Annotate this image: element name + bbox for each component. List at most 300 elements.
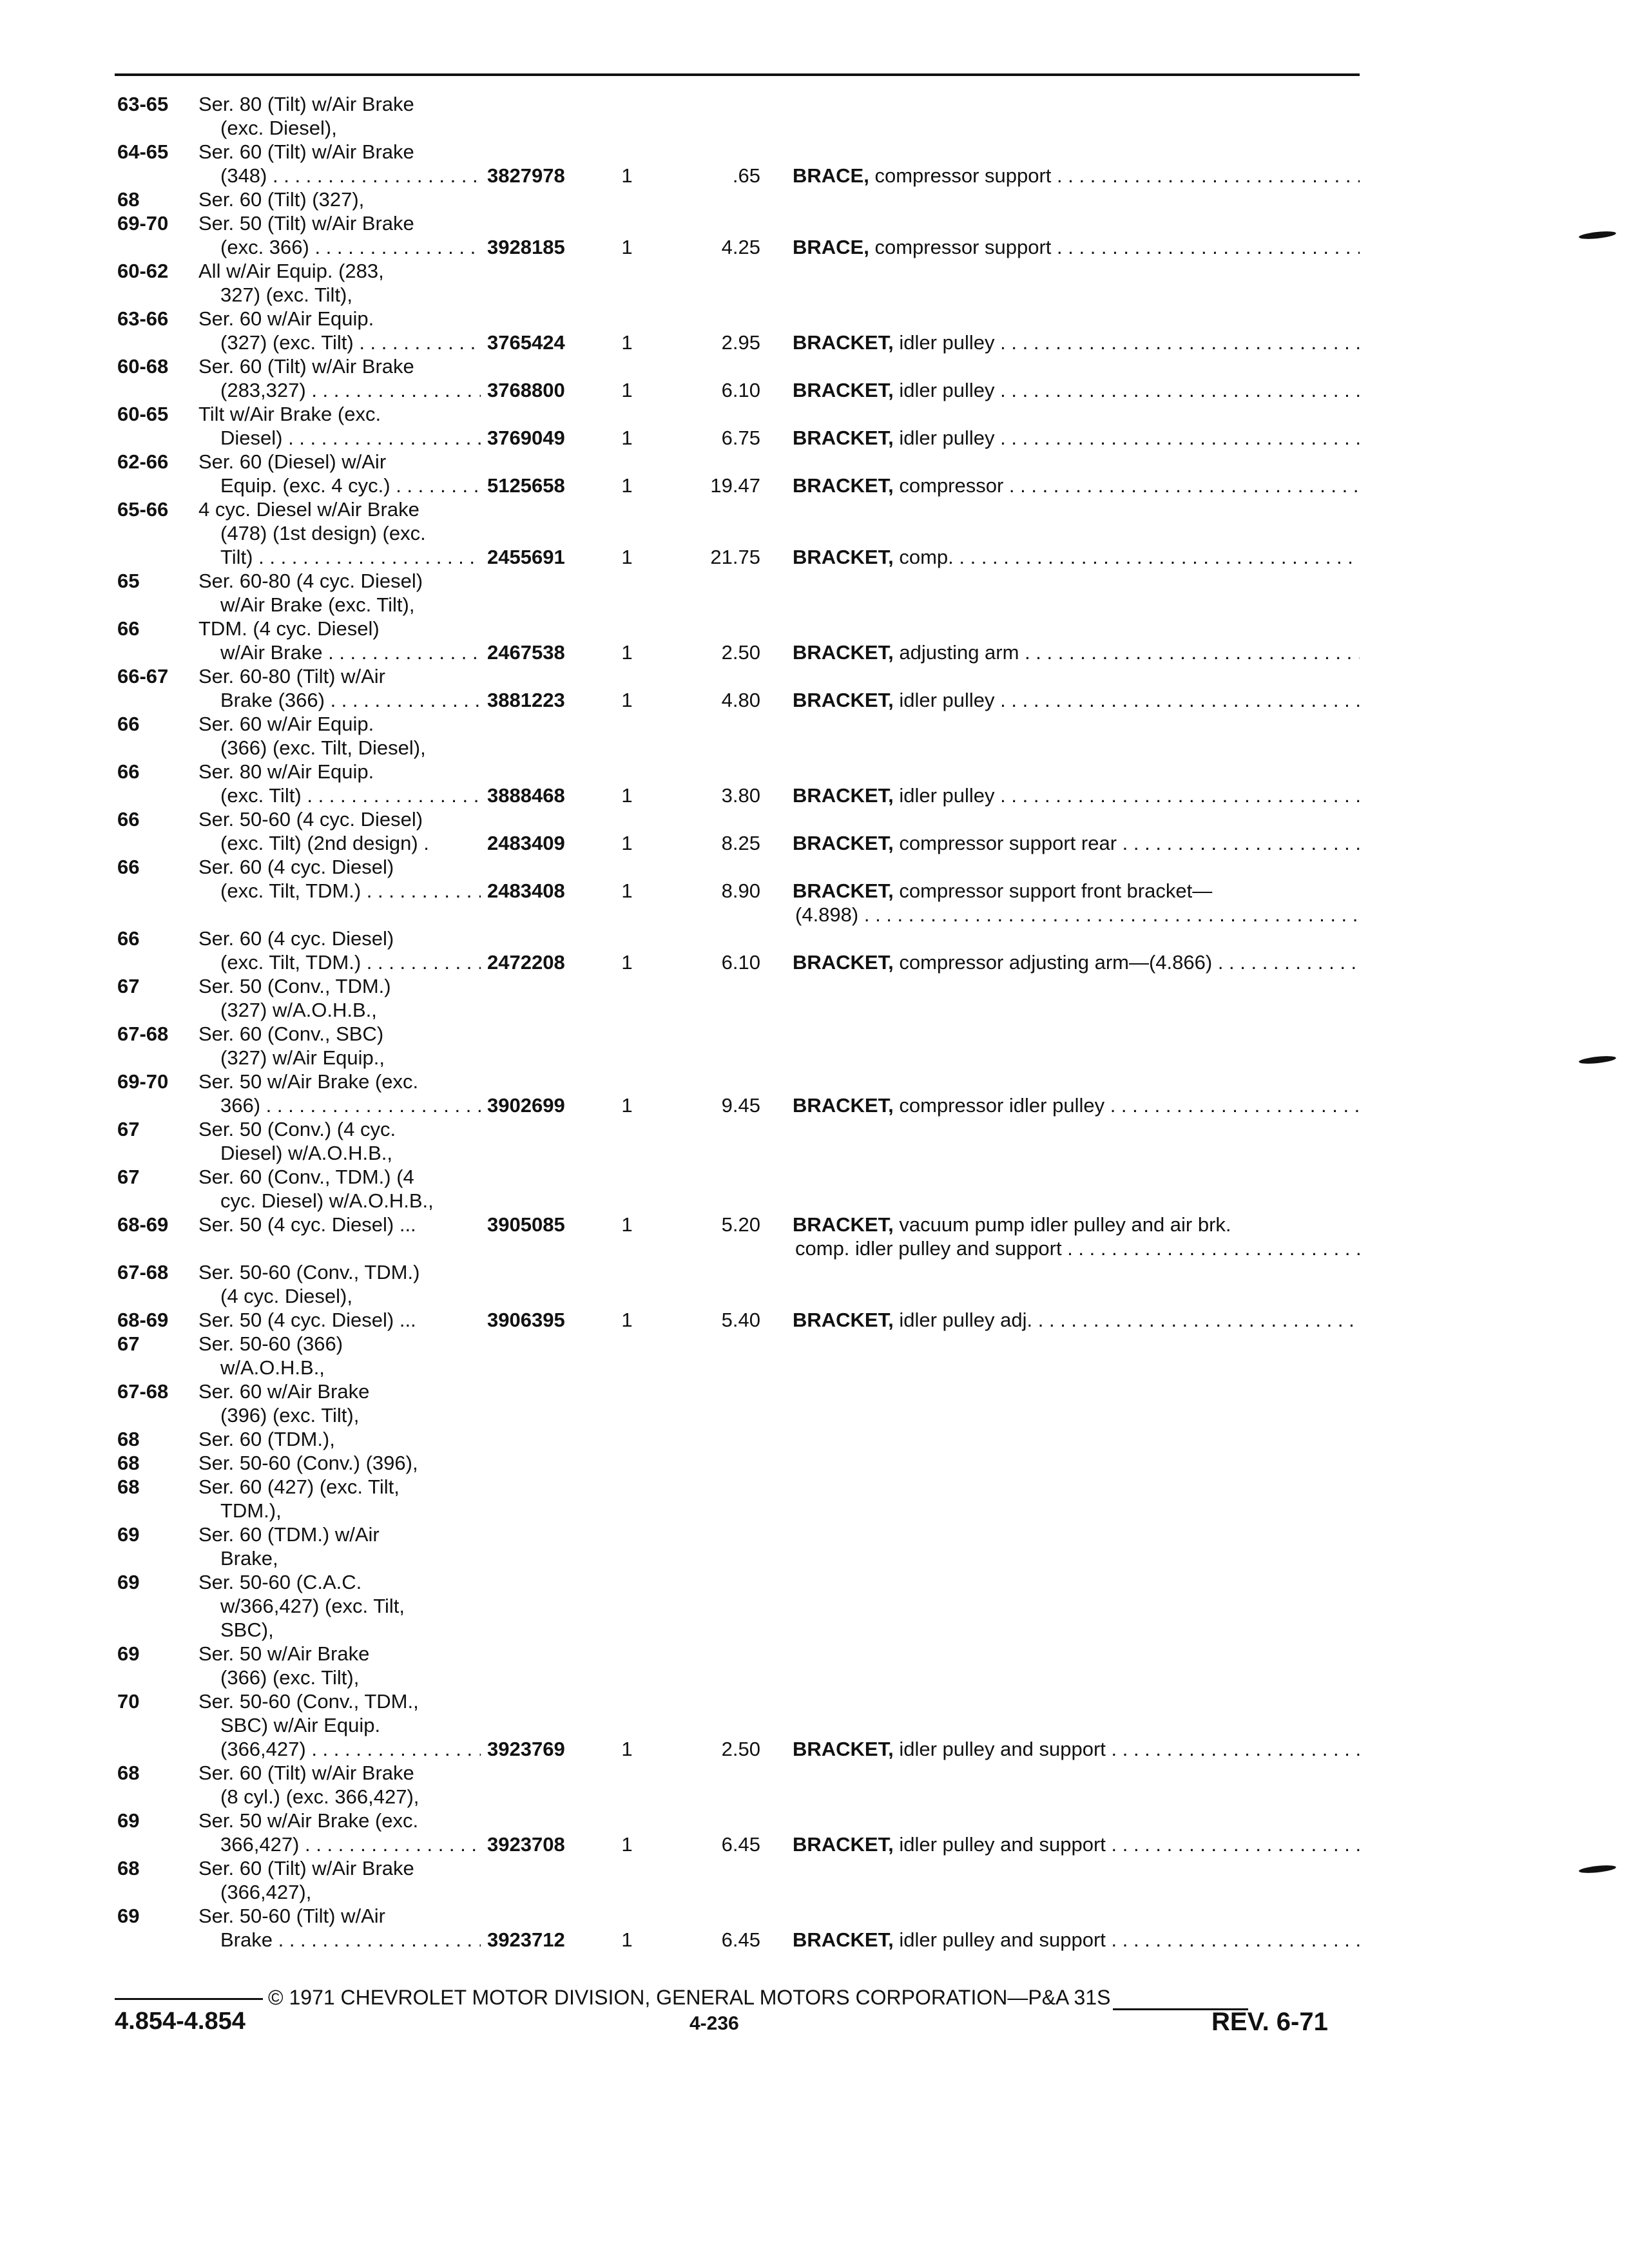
part-noun: BRACE, bbox=[793, 164, 869, 187]
table-row bbox=[0, 426, 1629, 450]
table-row bbox=[0, 1117, 1629, 1141]
table-row bbox=[0, 354, 1629, 378]
copyright-text: © 1971 CHEVROLET MOTOR DIVISION, GENERAL MOTORS CORPORATION—P&A 31S bbox=[268, 1986, 1111, 2009]
part-name bbox=[793, 831, 1360, 855]
part-name bbox=[793, 331, 1360, 354]
table-row bbox=[0, 402, 1629, 426]
part-name bbox=[793, 426, 1360, 450]
table-row bbox=[0, 497, 1629, 521]
model-years: 65 bbox=[117, 570, 140, 592]
application-description: Ser. 50 w/Air Brake (exc. bbox=[198, 1070, 419, 1093]
model-years: 67-68 bbox=[117, 1261, 169, 1283]
part-name bbox=[793, 1928, 1360, 1952]
part-number: 3765424 bbox=[487, 331, 565, 354]
application-description: Ser. 50-60 (C.A.C. bbox=[198, 1571, 362, 1593]
model-years: 68 bbox=[117, 1475, 140, 1498]
application-description: Equip. (exc. 4 cyc.) . . . bbox=[220, 474, 481, 497]
application-description: SBC) w/Air Equip. bbox=[220, 1714, 381, 1736]
model-years: 68 bbox=[117, 1428, 140, 1450]
table-row bbox=[0, 617, 1629, 640]
application-description: Ser. 60-80 (4 cyc. Diesel) bbox=[198, 570, 423, 592]
model-years: 70 bbox=[117, 1690, 140, 1713]
table-row bbox=[0, 1761, 1629, 1785]
table-row bbox=[0, 1093, 1629, 1117]
part-modifier: idler pulley and support bbox=[893, 1833, 1106, 1856]
part-number: 3923769 bbox=[487, 1738, 565, 1760]
table-row bbox=[0, 1308, 1629, 1332]
table-row bbox=[0, 1904, 1629, 1928]
part-name bbox=[793, 474, 1360, 497]
part-noun: BRACKET, bbox=[793, 641, 894, 664]
quantity: 1 bbox=[621, 164, 633, 187]
table-row bbox=[0, 474, 1629, 497]
table-row bbox=[0, 593, 1629, 617]
part-name bbox=[793, 1737, 1360, 1761]
part-number: 3905085 bbox=[487, 1213, 565, 1236]
list-price: 6.10 bbox=[721, 951, 760, 974]
table-row bbox=[0, 450, 1629, 474]
part-number: 2472208 bbox=[487, 951, 565, 974]
application-description: TDM. (4 cyc. Diesel) bbox=[198, 617, 380, 640]
part-number: 3906395 bbox=[487, 1309, 565, 1331]
table-row bbox=[0, 855, 1629, 879]
table-row bbox=[0, 116, 1629, 140]
quantity: 1 bbox=[621, 474, 633, 497]
application-description: Ser. 60 w/Air Equip. bbox=[198, 713, 374, 735]
part-noun: BRACKET, bbox=[793, 1213, 894, 1236]
application-description: Ser. 50 (Tilt) w/Air Brake bbox=[198, 212, 414, 235]
model-years: 64-65 bbox=[117, 140, 169, 163]
application-description: Ser. 60 w/Air Equip. bbox=[198, 307, 374, 330]
table-row bbox=[0, 1809, 1629, 1832]
application-description: (283,327) . . . bbox=[220, 378, 481, 402]
part-number: 3769049 bbox=[487, 427, 565, 449]
application-description: Ser. 50 (Conv., TDM.) bbox=[198, 975, 391, 997]
model-years: 66 bbox=[117, 760, 140, 783]
model-years: 65-66 bbox=[117, 498, 169, 521]
application-description: Ser. 50 (Conv.) (4 cyc. bbox=[198, 1118, 396, 1140]
application-description: cyc. Diesel) w/A.O.H.B., bbox=[220, 1189, 434, 1212]
model-years: 60-68 bbox=[117, 355, 169, 378]
table-row bbox=[0, 1356, 1629, 1379]
part-modifier: idler pulley bbox=[893, 379, 995, 401]
application-description: (366,427), bbox=[220, 1881, 312, 1903]
quantity: 1 bbox=[621, 641, 633, 664]
quantity: 1 bbox=[621, 1928, 633, 1951]
part-modifier: compressor support front bracket— bbox=[893, 879, 1213, 902]
part-number: 2483409 bbox=[487, 832, 565, 854]
quantity: 1 bbox=[621, 236, 633, 258]
table-row bbox=[0, 1141, 1629, 1165]
table-row bbox=[0, 927, 1629, 950]
table-row bbox=[0, 140, 1629, 164]
application-description: Brake . . . bbox=[220, 1928, 481, 1952]
table-row bbox=[0, 1546, 1629, 1570]
table-row bbox=[0, 1594, 1629, 1618]
application-description: 327) (exc. Tilt), bbox=[220, 284, 352, 306]
application-description: Ser. 50-60 (4 cyc. Diesel) bbox=[198, 808, 423, 831]
application-description: Ser. 60 (Tilt) (327), bbox=[198, 188, 365, 211]
application-description: Ser. 50-60 (Conv.) (396), bbox=[198, 1452, 418, 1474]
application-description: Ser. 60 (4 cyc. Diesel) bbox=[198, 856, 394, 878]
part-noun: BRACKET, bbox=[793, 1928, 894, 1951]
application-description: (327) w/A.O.H.B., bbox=[220, 999, 377, 1021]
application-description: Ser. 60 (427) (exc. Tilt, bbox=[198, 1475, 400, 1498]
model-years: 69-70 bbox=[117, 1070, 169, 1093]
table-row bbox=[0, 1022, 1629, 1046]
list-price: 8.90 bbox=[721, 879, 760, 902]
model-years: 69 bbox=[117, 1571, 140, 1593]
list-price: 21.75 bbox=[710, 546, 760, 568]
part-noun: BRACKET, bbox=[793, 1738, 894, 1760]
application-description: w/A.O.H.B., bbox=[220, 1356, 325, 1379]
part-modifier: comp. bbox=[893, 546, 954, 568]
table-row bbox=[0, 164, 1629, 187]
application-description: (348) . . . bbox=[220, 164, 481, 187]
table-row bbox=[0, 783, 1629, 807]
table-row bbox=[0, 736, 1629, 760]
part-name-continuation: comp. idler pulley and support . . . bbox=[795, 1236, 1362, 1260]
table-row bbox=[0, 235, 1629, 259]
application-description: (366) (exc. Tilt), bbox=[220, 1666, 360, 1689]
table-row bbox=[0, 1284, 1629, 1308]
part-name bbox=[793, 688, 1360, 712]
part-modifier: idler pulley bbox=[893, 689, 995, 711]
application-description: (366) (exc. Tilt, Diesel), bbox=[220, 736, 426, 759]
part-noun: BRACKET, bbox=[793, 832, 894, 854]
table-row bbox=[0, 521, 1629, 545]
application-description: SBC), bbox=[220, 1619, 274, 1641]
quantity: 1 bbox=[621, 546, 633, 568]
table-row bbox=[0, 331, 1629, 354]
model-years: 67 bbox=[117, 1118, 140, 1140]
model-years: 66 bbox=[117, 808, 140, 831]
table-row bbox=[0, 950, 1629, 974]
model-years: 60-62 bbox=[117, 260, 169, 282]
table-row bbox=[0, 1070, 1629, 1093]
part-noun: BRACKET, bbox=[793, 379, 894, 401]
quantity: 1 bbox=[621, 1738, 633, 1760]
application-description: 366) . . . bbox=[220, 1093, 481, 1117]
model-years: 67-68 bbox=[117, 1023, 169, 1045]
list-price: 6.45 bbox=[721, 1833, 760, 1856]
quantity: 1 bbox=[621, 951, 633, 974]
part-name bbox=[793, 378, 1360, 402]
part-number: 2483408 bbox=[487, 879, 565, 902]
table-row bbox=[0, 1403, 1629, 1427]
quantity: 1 bbox=[621, 1833, 633, 1856]
table-row bbox=[0, 307, 1629, 331]
model-years: 60-65 bbox=[117, 403, 169, 425]
table-row bbox=[0, 1928, 1629, 1952]
model-years: 66 bbox=[117, 927, 140, 950]
table-row bbox=[0, 1475, 1629, 1499]
application-description: (exc. Tilt, TDM.) . . . bbox=[220, 950, 481, 974]
application-description: (exc. Tilt) (2nd design) . bbox=[220, 832, 429, 854]
model-years: 66 bbox=[117, 713, 140, 735]
list-price: 19.47 bbox=[710, 474, 760, 497]
quantity: 1 bbox=[621, 1309, 633, 1331]
application-description: Ser. 50-60 (Tilt) w/Air bbox=[198, 1905, 385, 1927]
table-row bbox=[0, 211, 1629, 235]
model-years: 67 bbox=[117, 1332, 140, 1355]
table-row bbox=[0, 283, 1629, 307]
table-row bbox=[0, 1236, 1629, 1260]
application-description: (exc. 366) . . . bbox=[220, 235, 481, 259]
list-price: 2.95 bbox=[721, 331, 760, 354]
table-row bbox=[0, 1451, 1629, 1475]
part-noun: BRACKET, bbox=[793, 689, 894, 711]
list-price: 3.80 bbox=[721, 784, 760, 807]
table-row bbox=[0, 187, 1629, 211]
model-years: 68-69 bbox=[117, 1309, 169, 1331]
part-name bbox=[793, 545, 1360, 569]
list-price: 4.80 bbox=[721, 689, 760, 711]
part-noun: BRACKET, bbox=[793, 879, 894, 902]
application-description: All w/Air Equip. (283, bbox=[198, 260, 384, 282]
page-number: 4-236 bbox=[689, 2013, 739, 2034]
model-years: 68 bbox=[117, 188, 140, 211]
application-description: Ser. 50-60 (Conv., TDM.) bbox=[198, 1261, 420, 1283]
part-noun: BRACKET, bbox=[793, 784, 894, 807]
application-description: Ser. 60 (Diesel) w/Air bbox=[198, 450, 387, 473]
application-description: (366,427) . . . bbox=[220, 1737, 481, 1761]
copyright-line bbox=[115, 1984, 1360, 2010]
application-description: Ser. 60 (Tilt) w/Air Brake bbox=[198, 355, 414, 378]
table-row bbox=[0, 640, 1629, 664]
application-description: (exc. Diesel), bbox=[220, 117, 337, 139]
part-modifier: compressor bbox=[893, 474, 1004, 497]
application-description: Tilt) . . . bbox=[220, 545, 481, 569]
part-modifier: compressor support bbox=[869, 236, 1052, 258]
application-description: Ser. 50-60 (Conv., TDM., bbox=[198, 1690, 419, 1713]
application-description: w/Air Brake (exc. Tilt), bbox=[220, 593, 415, 616]
table-row bbox=[0, 1880, 1629, 1904]
part-name bbox=[793, 1213, 1360, 1236]
footer-rule-left bbox=[115, 1998, 263, 2000]
list-price: 8.25 bbox=[721, 832, 760, 854]
part-name bbox=[793, 1093, 1360, 1117]
model-years: 63-65 bbox=[117, 93, 169, 115]
part-name bbox=[793, 1308, 1360, 1332]
application-description: Ser. 50-60 (366) bbox=[198, 1332, 343, 1355]
table-row bbox=[0, 1785, 1629, 1809]
table-row bbox=[0, 1618, 1629, 1642]
quantity: 1 bbox=[621, 427, 633, 449]
top-rule bbox=[115, 73, 1360, 76]
table-row bbox=[0, 1213, 1629, 1236]
table-row bbox=[0, 974, 1629, 998]
quantity: 1 bbox=[621, 879, 633, 902]
application-description: Ser. 80 (Tilt) w/Air Brake bbox=[198, 93, 414, 115]
table-row bbox=[0, 1832, 1629, 1856]
part-number: 3923708 bbox=[487, 1833, 565, 1856]
table-row bbox=[0, 1379, 1629, 1403]
table-row bbox=[0, 1570, 1629, 1594]
model-years: 66 bbox=[117, 856, 140, 878]
part-name bbox=[793, 1832, 1360, 1856]
application-description: w/366,427) (exc. Tilt, bbox=[220, 1595, 405, 1617]
application-description: Ser. 60 (Conv., TDM.) (4 bbox=[198, 1166, 414, 1188]
part-modifier: idler pulley adj. bbox=[893, 1309, 1033, 1331]
table-row bbox=[0, 712, 1629, 736]
quantity: 1 bbox=[621, 689, 633, 711]
table-row bbox=[0, 879, 1629, 903]
application-description: 366,427) . . . bbox=[220, 1832, 481, 1856]
application-description: w/Air Brake . . . bbox=[220, 640, 481, 664]
list-price: 4.25 bbox=[721, 236, 760, 258]
application-description: Diesel) . . . bbox=[220, 426, 481, 450]
application-description: Diesel) w/A.O.H.B., bbox=[220, 1142, 392, 1164]
model-years: 63-66 bbox=[117, 307, 169, 330]
part-name bbox=[793, 950, 1360, 974]
application-description: (exc. Tilt, TDM.) . . . bbox=[220, 879, 481, 903]
quantity: 1 bbox=[621, 1213, 633, 1236]
application-description: Ser. 50 (4 cyc. Diesel) ... bbox=[198, 1309, 416, 1331]
model-years: 67 bbox=[117, 1166, 140, 1188]
table-row bbox=[0, 1046, 1629, 1070]
table-row bbox=[0, 1165, 1629, 1189]
application-description: (exc. Tilt) . . . bbox=[220, 783, 481, 807]
quantity: 1 bbox=[621, 784, 633, 807]
part-noun: BRACKET, bbox=[793, 427, 894, 449]
model-years: 68-69 bbox=[117, 1213, 169, 1236]
part-name bbox=[793, 879, 1360, 903]
part-number: 3827978 bbox=[487, 164, 565, 187]
part-modifier: vacuum pump idler pulley and air brk. bbox=[893, 1213, 1231, 1236]
part-modifier: idler pulley bbox=[893, 331, 995, 354]
quantity: 1 bbox=[621, 379, 633, 401]
table-row bbox=[0, 903, 1629, 927]
model-years: 62-66 bbox=[117, 450, 169, 473]
table-row bbox=[0, 1499, 1629, 1523]
group-number: 4.854-4.854 bbox=[115, 2008, 246, 2035]
part-modifier: compressor adjusting arm—(4.866) bbox=[893, 951, 1213, 974]
table-row bbox=[0, 1642, 1629, 1666]
table-row bbox=[0, 545, 1629, 569]
application-description: Ser. 50 w/Air Brake bbox=[198, 1642, 370, 1665]
model-years: 69-70 bbox=[117, 212, 169, 235]
model-years: 68 bbox=[117, 1452, 140, 1474]
model-years: 69 bbox=[117, 1809, 140, 1832]
application-description: (478) (1st design) (exc. bbox=[220, 522, 426, 544]
part-noun: BRACKET, bbox=[793, 331, 894, 354]
part-modifier: adjusting arm bbox=[893, 641, 1019, 664]
application-description: Ser. 60 w/Air Brake bbox=[198, 1380, 370, 1403]
application-description: Brake, bbox=[220, 1547, 278, 1570]
model-years: 69 bbox=[117, 1642, 140, 1665]
list-price: .65 bbox=[732, 164, 760, 187]
model-years: 66-67 bbox=[117, 665, 169, 687]
part-noun: BRACKET, bbox=[793, 474, 894, 497]
part-modifier: compressor idler pulley bbox=[893, 1094, 1105, 1117]
list-price: 2.50 bbox=[721, 641, 760, 664]
part-name bbox=[793, 640, 1360, 664]
table-row bbox=[0, 569, 1629, 593]
part-noun: BRACKET, bbox=[793, 951, 894, 974]
part-noun: BRACKET, bbox=[793, 546, 894, 568]
table-row bbox=[0, 1713, 1629, 1737]
application-description: Ser. 60 (Tilt) w/Air Brake bbox=[198, 1857, 414, 1879]
application-description: (4 cyc. Diesel), bbox=[220, 1285, 352, 1307]
model-years: 69 bbox=[117, 1905, 140, 1927]
application-description: Tilt w/Air Brake (exc. bbox=[198, 403, 381, 425]
list-price: 6.75 bbox=[721, 427, 760, 449]
model-years: 67-68 bbox=[117, 1380, 169, 1403]
application-description: Ser. 60 (Tilt) w/Air Brake bbox=[198, 1762, 414, 1784]
quantity: 1 bbox=[621, 1094, 633, 1117]
part-modifier: idler pulley bbox=[893, 427, 995, 449]
table-row bbox=[0, 1666, 1629, 1689]
part-number: 2467538 bbox=[487, 641, 565, 664]
part-modifier: idler pulley and support bbox=[893, 1928, 1106, 1951]
application-description: (327) w/Air Equip., bbox=[220, 1046, 385, 1069]
list-price: 5.40 bbox=[721, 1309, 760, 1331]
application-description: TDM.), bbox=[220, 1499, 282, 1522]
table-row bbox=[0, 807, 1629, 831]
model-years: 67 bbox=[117, 975, 140, 997]
part-number: 5125658 bbox=[487, 474, 565, 497]
part-noun: BRACKET, bbox=[793, 1833, 894, 1856]
part-modifier: idler pulley bbox=[893, 784, 995, 807]
list-price: 2.50 bbox=[721, 1738, 760, 1760]
application-description: Ser. 60 (TDM.) w/Air bbox=[198, 1523, 380, 1546]
table-row bbox=[0, 1737, 1629, 1761]
list-price: 9.45 bbox=[721, 1094, 760, 1117]
part-number: 3923712 bbox=[487, 1928, 565, 1951]
list-price: 5.20 bbox=[721, 1213, 760, 1236]
part-number: 3888468 bbox=[487, 784, 565, 807]
table-row bbox=[0, 378, 1629, 402]
list-price: 6.10 bbox=[721, 379, 760, 401]
application-description: (327) (exc. Tilt) . . . bbox=[220, 331, 481, 354]
part-number: 2455691 bbox=[487, 546, 565, 568]
table-row bbox=[0, 998, 1629, 1022]
application-description: Ser. 60 (Conv., SBC) bbox=[198, 1023, 384, 1045]
part-modifier: idler pulley and support bbox=[893, 1738, 1106, 1760]
part-number: 3881223 bbox=[487, 689, 565, 711]
table-row bbox=[0, 664, 1629, 688]
application-description: (8 cyl.) (exc. 366,427), bbox=[220, 1785, 419, 1808]
application-description: Ser. 50 (4 cyc. Diesel) ... bbox=[198, 1213, 416, 1236]
application-description: (396) (exc. Tilt), bbox=[220, 1404, 360, 1427]
part-noun: BRACE, bbox=[793, 236, 869, 258]
part-name bbox=[793, 235, 1360, 259]
part-modifier: compressor support bbox=[869, 164, 1052, 187]
table-row bbox=[0, 831, 1629, 855]
part-name bbox=[793, 783, 1360, 807]
application-description: 4 cyc. Diesel w/Air Brake bbox=[198, 498, 419, 521]
table-row bbox=[0, 688, 1629, 712]
table-row bbox=[0, 1523, 1629, 1546]
table-row bbox=[0, 1189, 1629, 1213]
application-description: Ser. 60 (TDM.), bbox=[198, 1428, 335, 1450]
model-years: 68 bbox=[117, 1762, 140, 1784]
part-name-continuation: (4.898) . . . bbox=[795, 903, 1362, 927]
table-row bbox=[0, 1260, 1629, 1284]
table-row bbox=[0, 760, 1629, 783]
model-years: 69 bbox=[117, 1523, 140, 1546]
table-row bbox=[0, 92, 1629, 116]
part-number: 3928185 bbox=[487, 236, 565, 258]
list-price: 6.45 bbox=[721, 1928, 760, 1951]
part-modifier: compressor support rear bbox=[893, 832, 1117, 854]
application-description: Ser. 60-80 (Tilt) w/Air bbox=[198, 665, 385, 687]
revision-date: REV. 6-71 bbox=[1211, 2008, 1328, 2036]
model-years: 66 bbox=[117, 617, 140, 640]
model-years: 68 bbox=[117, 1857, 140, 1879]
part-noun: BRACKET, bbox=[793, 1094, 894, 1117]
